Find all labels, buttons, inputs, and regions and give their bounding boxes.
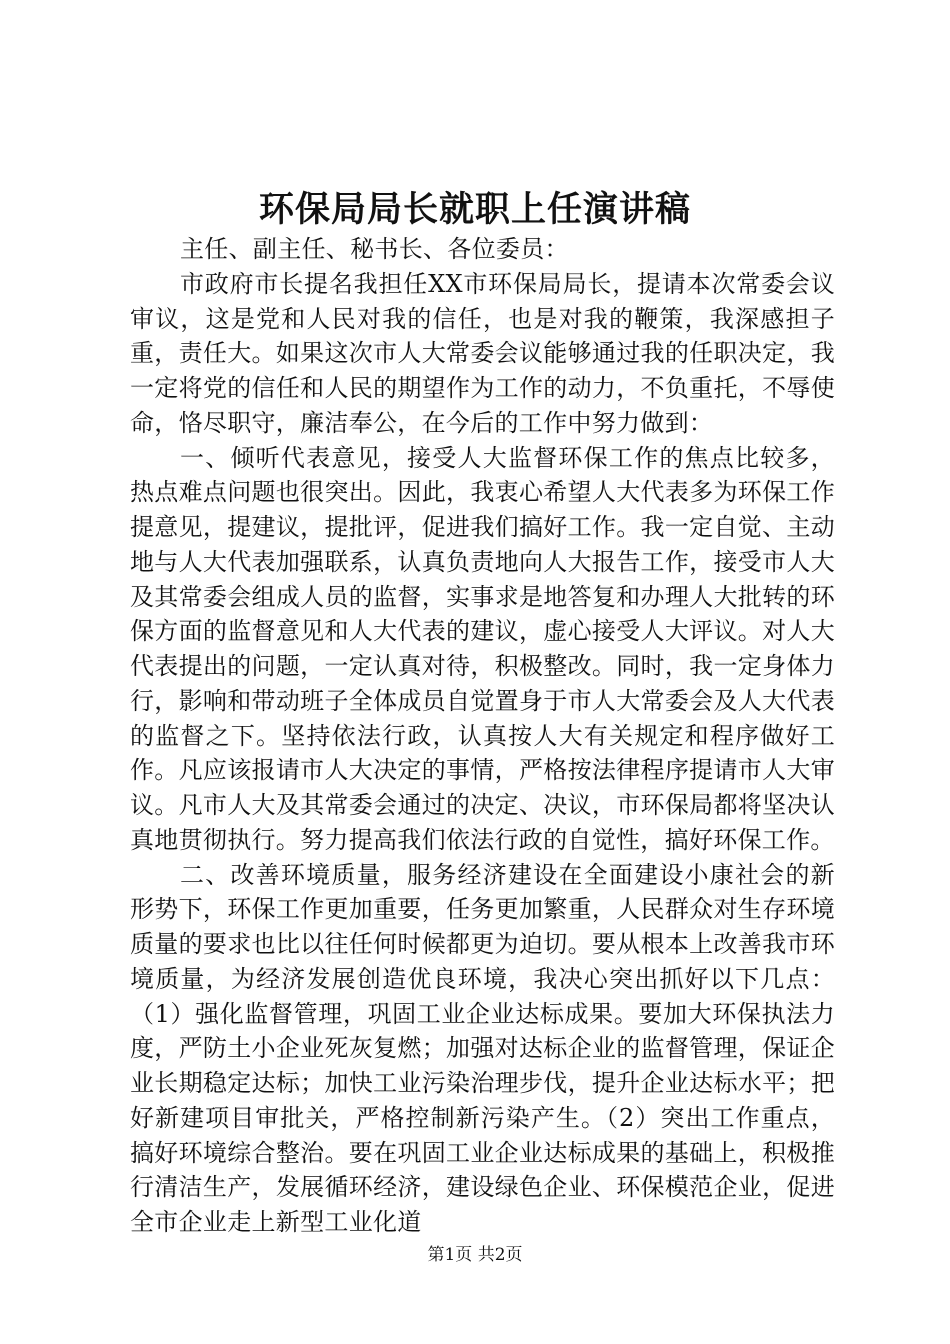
page-footer: 第1页 共2页: [427, 1245, 523, 1265]
page-title: 环保局局长就职上任演讲稿: [258, 189, 691, 230]
section-two-paragraph: 二、改善环境质量，服务经济建设在全面建设小康社会的新形势下，环保工作更加重要，任务更加繁重，人民群众对生存环境质量的要求也比以往任何时候都更为迫切。要从根本上改善我市环境质量，为经济发展创造优良环境，我决心突出抓好以下几点：（1）强化监督管理，巩固工业企业达标成果。要加大环保执法力度，严防土小企业死灰复燃；加强对达标企业的监督管理，保证企业长期稳定达标；加快工业污染治理步伐，提升企业达标水平；把好新建项目审批关，严格控制新污染产生。（2）突出工作重点，搞好环境综合整治。要在巩固工业企业达标成果的基础上，积极推行清洁生产，发展循环经济，建设绿色企业、环保模范企业，促进全市企业走上新型工业化道: [130, 860, 835, 1236]
intro-paragraph: 市政府市长提名我担任XX市环保局局长，提请本次常委会议审议，这是党和人民对我的信任，也是对我的鞭策，我深感担子重，责任大。如果这次市人大常委会议能够通过我的任职决定，我一定将党的信任和人民的期望作为工作的动力，不负重托，不辱使命，恪尽职守，廉洁奉公，在今后的工作中努力做到：: [130, 269, 835, 437]
section-one-paragraph: 一、倾听代表意见，接受人大监督环保工作的焦点比较多，热点难点问题也很突出。因此，我衷心希望人大代表多为环保工作提意见，提建议，提批评，促进我们搞好工作。我一定自觉、主动地与人大代表加强联系，认真负责地向人大报告工作，接受市人大及其常委会组成人员的监督，实事求是地答复和办理人大批转的环保方面的监督意见和人大代表的建议，虚心接受人大评议。对人大代表提出的问题，一定认真对待，积极整改。同时，我一定身体力行，影响和带动班子全体成员自觉置身于市人大常委会及人大代表的监督之下。坚持依法行政，认真按人大有关规定和程序做好工作。凡应该报请市人大决定的事情，严格按法律程序提请市人大审议。凡市人大及其常委会通过的决定、决议，市环保局都将坚决认真地贯彻执行。努力提高我们依法行政的自觉性，搞好环保工作。: [130, 443, 835, 854]
salutation-paragraph: 主任、副主任、秘书长、各位委员：: [180, 235, 569, 263]
document-body: [130, 232, 835, 1240]
